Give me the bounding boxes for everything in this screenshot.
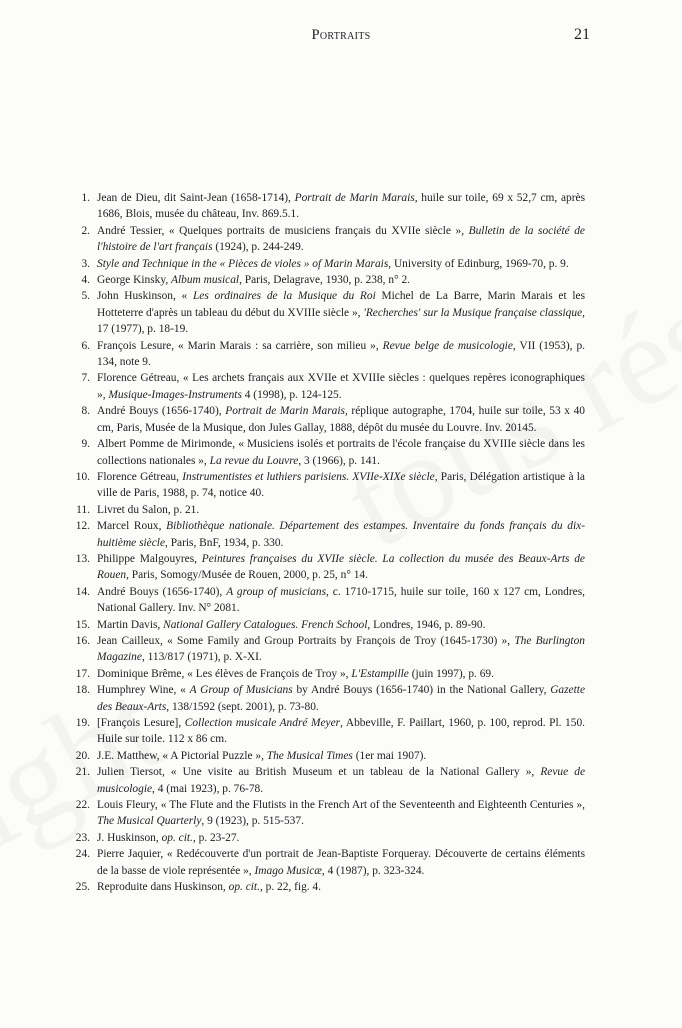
italic-title: A group of musicians bbox=[226, 585, 326, 598]
text-run: , Londres, 1946, p. 89-90. bbox=[367, 618, 486, 631]
text-run: , p. 22, fig. 4. bbox=[259, 881, 322, 894]
endnote-text bbox=[97, 504, 199, 516]
endnote-text bbox=[97, 520, 585, 548]
text-run: , Abbeville, F. Paillart, 1960, p. 100, reprod. Pl. 150. Huile sur toile. 112 x 86 cm. bbox=[97, 717, 585, 746]
endnote-number: 20. bbox=[75, 749, 90, 762]
endnote-number: 9. bbox=[81, 438, 90, 451]
endnote-item bbox=[72, 256, 585, 272]
text-run: 4 (1998), p. 124-125. bbox=[241, 388, 342, 401]
text-run: , huile sur toile, 69 x 52,7 cm, après 1686, Blois, musée du château, Inv. 869.5.1. bbox=[97, 192, 585, 221]
endnote-item bbox=[72, 190, 585, 223]
endnote-text bbox=[97, 274, 410, 286]
endnote-item bbox=[72, 403, 585, 436]
text-run: , University of Edinburg, 1969-70, p. 9. bbox=[388, 257, 569, 270]
endnote-number: 3. bbox=[81, 257, 90, 270]
endnote-text bbox=[97, 881, 321, 893]
italic-title: La revue du Louvre bbox=[209, 454, 299, 467]
text-run: , p. 23-27. bbox=[192, 831, 240, 844]
endnote-text bbox=[97, 290, 585, 335]
text-run: André Tessier, « Quelques portraits de musiciens français du XVIIe siècle », bbox=[97, 224, 469, 237]
endnote-number: 1. bbox=[81, 192, 90, 204]
text-run: Julien Tiersot, « Une visite au British Museum et un tableau de la National Gallery », bbox=[97, 766, 541, 779]
text-run: J. Huskinson, bbox=[97, 831, 162, 844]
italic-title: op. cit. bbox=[161, 831, 193, 844]
italic-title: Album musical bbox=[171, 274, 240, 287]
italic-title: Imago Musicæ bbox=[254, 864, 322, 877]
italic-title: Portrait de Marin Marais bbox=[225, 405, 345, 418]
text-run: Reproduite dans Huskinson, bbox=[97, 881, 229, 894]
endnote-number: 25. bbox=[75, 881, 90, 894]
endnote-text bbox=[97, 586, 585, 614]
text-run: François Lesure, « Marin Marais : sa carrière, son milieu », bbox=[97, 339, 383, 352]
italic-title: Bibliothèque nationale. Département des estampes. Inventaire du fonds français du dix-huitième siècle bbox=[97, 520, 585, 549]
italic-title: Peintures françaises du XVIIe siècle. La collection du musée des Beaux-Arts de Rouen bbox=[97, 552, 585, 582]
italic-title: L'Estampille bbox=[351, 667, 409, 680]
italic-title: 'Recherches' sur la Musique française classique bbox=[363, 306, 583, 319]
endnote-number: 4. bbox=[81, 274, 90, 287]
running-title: Portraits bbox=[311, 27, 371, 43]
endnote-item bbox=[72, 469, 585, 502]
text-run: , Paris, Délégation artistique à la ville de Paris, 1988, p. 74, notice 40. bbox=[97, 470, 585, 500]
endnote-text bbox=[97, 848, 585, 876]
endnote-number: 5. bbox=[81, 290, 90, 303]
endnote-item bbox=[72, 502, 585, 518]
endnote-text bbox=[97, 258, 569, 270]
text-run: , VII (1953), p. 134, note 9. bbox=[97, 339, 586, 369]
endnote-item bbox=[72, 223, 585, 256]
text-run: Jean de Dieu, dit Saint-Jean (1658-1714), bbox=[97, 192, 295, 204]
endnote-number: 23. bbox=[75, 831, 90, 844]
text-run: J.E. Matthew, « A Pictorial Puzzle », bbox=[97, 749, 267, 762]
text-run: Florence Gétreau, bbox=[97, 470, 183, 483]
endnote-text bbox=[97, 192, 585, 220]
text-run: , 3 (1966), p. 141. bbox=[298, 454, 380, 467]
text-run: , c. 1710-1715, huile sur toile, 160 x 127 cm, Londres, National Gallery. Inv. N° 2081. bbox=[97, 585, 585, 615]
italic-title: The Musical Quarterly bbox=[97, 815, 202, 828]
text-run: Humphrey Wine, « bbox=[97, 684, 190, 697]
endnote-text bbox=[97, 340, 585, 368]
text-run: , 138/1592 (sept. 2001), p. 73-80. bbox=[166, 700, 319, 713]
endnote-item bbox=[72, 518, 585, 551]
endnote-text bbox=[97, 832, 239, 844]
text-run: , 113/817 (1971), p. X-XI. bbox=[141, 651, 262, 664]
text-run: John Huskinson, « bbox=[97, 290, 193, 303]
italic-title: Bulletin de la société de l'histoire de l'art français bbox=[97, 224, 585, 254]
endnote-text bbox=[97, 668, 494, 680]
text-run: Dominique Brême, « Les élèves de François de Troy », bbox=[97, 667, 352, 680]
text-run: Livret du Salon, p. 21. bbox=[97, 503, 200, 516]
endnote-text bbox=[97, 750, 426, 762]
endnote-number: 2. bbox=[81, 224, 90, 237]
endnote-number: 18. bbox=[75, 684, 90, 697]
italic-title: Gazette des Beaux-Arts bbox=[97, 684, 585, 713]
italic-title: The Musical Times bbox=[266, 749, 353, 762]
text-run: (juin 1997), p. 69. bbox=[408, 667, 494, 680]
italic-title: Portrait de Marin Marais bbox=[294, 192, 415, 204]
italic-title: Revue de musicologie bbox=[97, 766, 585, 795]
text-run: , 9 (1923), p. 515-537. bbox=[201, 815, 304, 828]
text-run: André Bouys (1656-1740), bbox=[97, 585, 227, 598]
endnotes-list bbox=[72, 190, 585, 895]
endnote-text bbox=[97, 766, 585, 794]
text-run: (1924), p. 244-249. bbox=[212, 241, 304, 254]
endnote-item bbox=[72, 551, 585, 584]
endnote-text bbox=[97, 438, 585, 466]
endnote-number: 21. bbox=[75, 766, 90, 779]
endnote-item bbox=[72, 846, 585, 879]
endnote-item bbox=[72, 288, 585, 337]
endnote-item bbox=[72, 617, 585, 633]
italic-title: Revue belge de musicologie bbox=[382, 339, 513, 352]
text-run: Philippe Malgouyres, bbox=[97, 552, 202, 565]
italic-title: Musique-Images-Instruments bbox=[108, 388, 242, 401]
endnote-number: 14. bbox=[75, 585, 90, 598]
endnote-text bbox=[97, 372, 585, 400]
page-number: 21 bbox=[574, 26, 590, 43]
text-run: George Kinsky, bbox=[97, 274, 172, 287]
endnote-item bbox=[72, 338, 585, 371]
text-run: Martin Davis, bbox=[97, 618, 164, 631]
text-run: , 17 (1977), p. 18-19. bbox=[97, 306, 585, 336]
endnote-text bbox=[97, 717, 585, 745]
endnote-number: 11. bbox=[76, 503, 90, 516]
italic-title: op. cit. bbox=[228, 881, 260, 894]
endnote-item bbox=[72, 370, 585, 403]
endnote-item bbox=[72, 879, 585, 895]
endnote-item bbox=[72, 666, 585, 682]
text-run: , Paris, Delagrave, 1930, p. 238, n° 2. bbox=[239, 274, 411, 287]
endnote-item bbox=[72, 715, 585, 748]
endnote-number: 16. bbox=[75, 634, 90, 647]
italic-title: Collection musicale André Meyer bbox=[184, 717, 341, 729]
endnote-item bbox=[72, 682, 585, 715]
endnote-number: 17. bbox=[75, 667, 90, 680]
text-run: Michel de La Barre, Marin Marais et les Hotteterre d'après un tableau du début du XVIIIe siècle », bbox=[97, 290, 585, 319]
text-run: , 4 (1987), p. 323-324. bbox=[321, 864, 425, 877]
text-run: Jean Cailleux, « Some Family and Group Portraits by François de Troy (1645-1730) », bbox=[97, 634, 515, 647]
endnote-item bbox=[72, 584, 585, 617]
text-run: Albert Pomme de Mirimonde, « Musiciens isolés et portraits de l'école française du XVIIIe siècle dans les collections nationales », bbox=[97, 438, 585, 467]
endnote-text bbox=[97, 684, 585, 712]
text-run: , 4 (mai 1923), p. 76-78. bbox=[152, 782, 264, 795]
endnote-number: 13. bbox=[75, 552, 90, 565]
italic-title: Instrumentistes et luthiers parisiens. XVIIe-XIXe siècle bbox=[182, 470, 435, 483]
endnote-number: 12. bbox=[75, 520, 90, 533]
endnote-text bbox=[97, 799, 585, 827]
endnote-number: 10. bbox=[75, 470, 90, 483]
endnote-item bbox=[72, 748, 585, 764]
text-run: , réplique autographe, 1704, huile sur toile, 53 x 40 cm, Paris, Musée de la Musique, don Jules Gallay, 1888, dépôt du musée du Louvre. Inv. 20145. bbox=[97, 405, 585, 434]
text-run: (1er mai 1907). bbox=[352, 749, 427, 762]
endnote-item bbox=[72, 436, 585, 469]
endnote-item bbox=[72, 764, 585, 797]
endnote-number: 19. bbox=[75, 717, 90, 729]
endnote-text bbox=[97, 553, 585, 581]
endnote-number: 6. bbox=[81, 339, 90, 352]
text-run: , Paris, Somogy/Musée de Rouen, 2000, p. 25, n° 14. bbox=[126, 569, 368, 582]
endnote-item bbox=[72, 633, 585, 666]
endnote-number: 8. bbox=[81, 405, 90, 418]
italic-title: Les ordinaires de la Musique du Roi bbox=[192, 290, 376, 303]
italic-title: A Group of Musicians bbox=[189, 684, 293, 697]
endnote-item bbox=[72, 272, 585, 288]
text-run: , Paris, BnF, 1934, p. 330. bbox=[165, 536, 284, 549]
endnote-text bbox=[97, 619, 485, 631]
text-run: André Bouys (1656-1740), bbox=[97, 405, 226, 418]
endnote-number: 15. bbox=[75, 618, 90, 631]
text-run: [François Lesure], bbox=[97, 717, 185, 729]
text-run: Florence Gétreau, « Les archets français aux XVIIe et XVIIIe siècles : quelques repères iconographiques », bbox=[97, 372, 585, 401]
italic-title: National Gallery Catalogues. French School bbox=[163, 618, 368, 631]
text-run: Marcel Roux, bbox=[97, 520, 167, 533]
italic-title: The Burlington Magazine bbox=[97, 634, 585, 664]
endnote-number: 22. bbox=[75, 799, 90, 812]
endnote-number: 7. bbox=[81, 372, 90, 385]
endnote-text bbox=[97, 405, 585, 433]
italic-title: Style and Technique in the « Pièces de violes » of Marin Marais bbox=[97, 257, 389, 270]
endnote-number: 24. bbox=[75, 848, 90, 861]
endnote-text bbox=[97, 471, 585, 499]
text-run: Louis Fleury, « The Flute and the Flutists in the French Art of the Seventeenth and Eighteenth Centuries », bbox=[97, 799, 585, 812]
text-run: Pierre Jaquier, « Redécouverte d'un portrait de Jean-Baptiste Forqueray. Découverte de certains éléments de la basse de viole représentée », bbox=[97, 848, 585, 877]
endnote-item bbox=[72, 797, 585, 830]
endnote-text bbox=[97, 635, 585, 663]
text-run: by André Bouys (1656-1740) in the National Gallery, bbox=[292, 684, 551, 697]
endnote-text bbox=[97, 225, 585, 253]
endnote-item bbox=[72, 830, 585, 846]
